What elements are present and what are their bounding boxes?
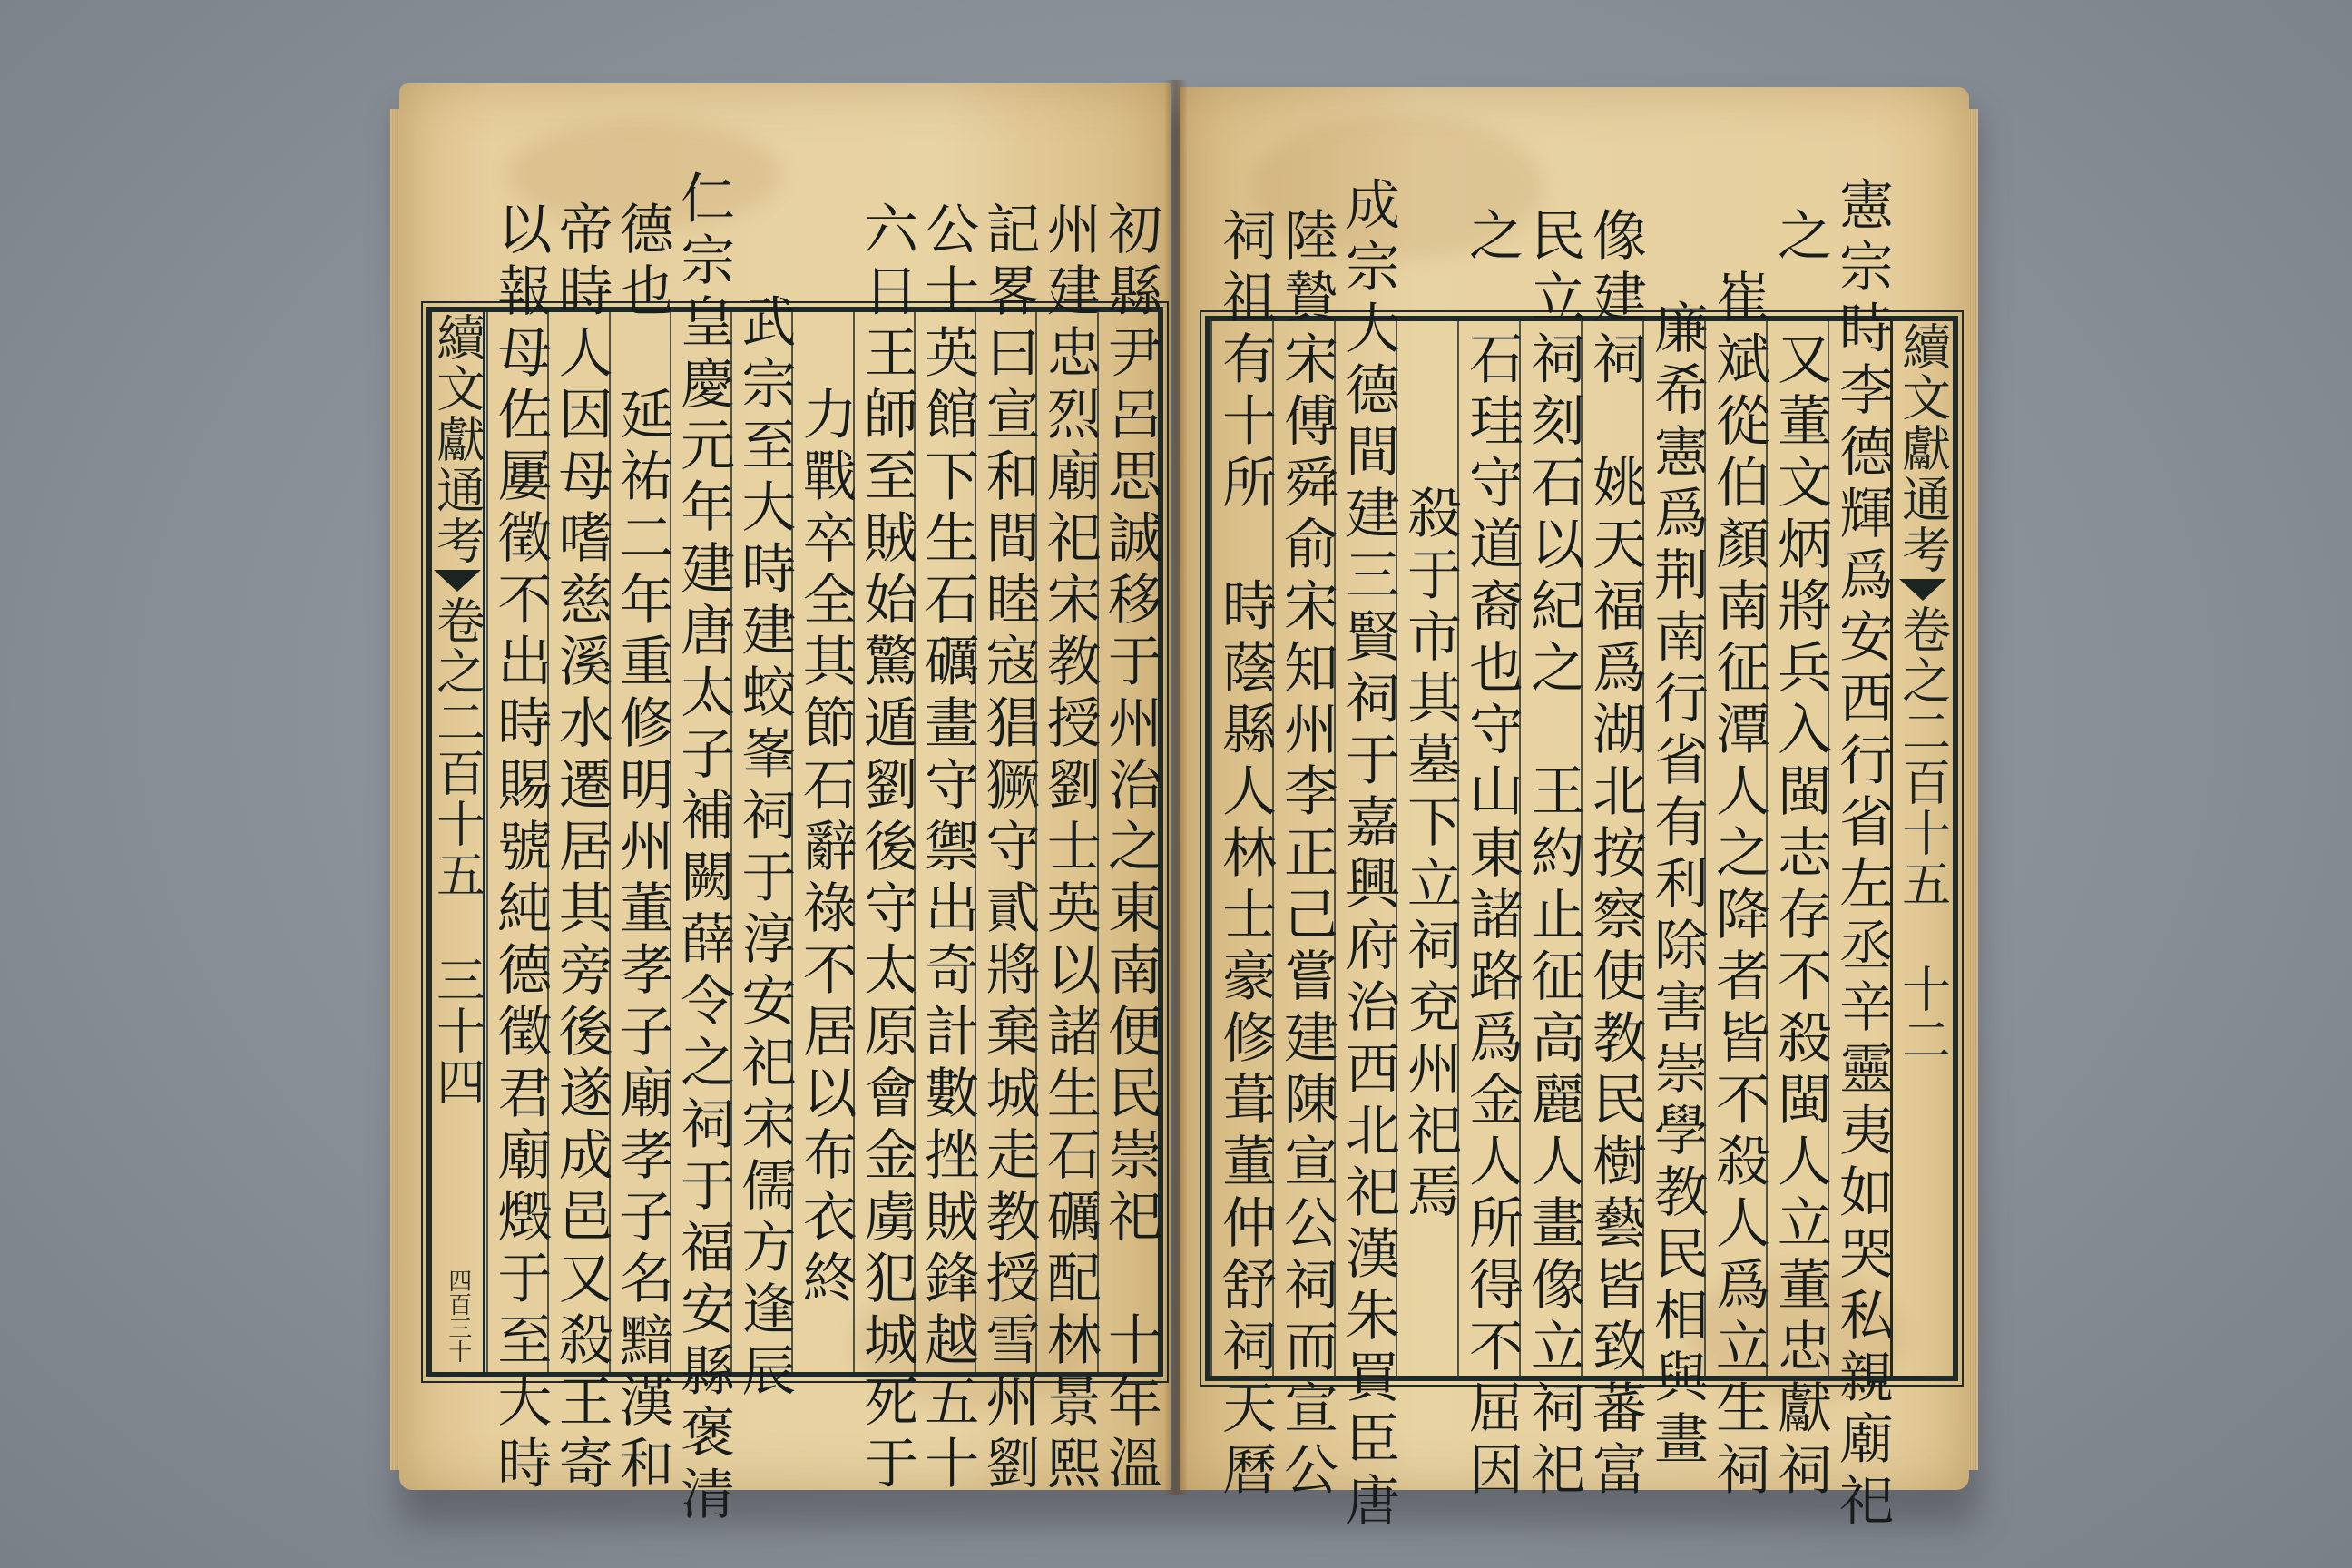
fish-tail-mark xyxy=(1899,579,1946,601)
text-column: 州建忠烈廟祀宋教授劉士英以諸生石礪配林景熙 xyxy=(1035,312,1096,1372)
text-column: 以報母佐屢徵不出時賜號純德徵君廟燬于至大時 xyxy=(486,312,547,1372)
right-text-columns xyxy=(1210,176,1894,1534)
text-column: 陸贄宋傅舜俞宋知州李正己嘗建陳宣公祠而宣公 xyxy=(1272,321,1334,1376)
left-text-columns xyxy=(486,170,1162,1527)
right-text-frame xyxy=(1205,176,1958,1534)
text-column: 初縣尹呂思誠移于州治之東南便民崇祀 十年溫 xyxy=(1097,312,1158,1372)
text-column: 力戰卒全其節石辭祿不居以布衣終 xyxy=(791,312,852,1372)
text-column: 之 石珪守道裔也守山東諸路爲金人所得不屈因 xyxy=(1457,321,1519,1376)
text-column: 帝時人因母嗜慈溪水遷居其旁後遂成邑又殺王寄 xyxy=(547,312,608,1372)
banxin-title: 續文獻通考 xyxy=(428,312,486,566)
banxin-volume: 卷之二百十五 xyxy=(1894,604,1952,909)
text-column: 公士英館下生石礪畫守禦出奇計數挫賊鋒越五十 xyxy=(914,312,975,1372)
left-banxin xyxy=(428,312,486,1372)
text-column: 記畧曰宣和間睦寇猖獗守貳將棄城走教授雪州劉 xyxy=(975,312,1035,1372)
text-column: 憲宗時李德輝爲安西行省左丞辛靈夷如哭私親廟祀 xyxy=(1828,321,1889,1376)
text-column: 仁宗皇慶元年建唐太子補闕薛令之祠于福安縣褒清 xyxy=(670,312,730,1372)
banxin-page-number: 三十四 xyxy=(428,955,486,1107)
fish-tail-mark xyxy=(434,570,481,592)
text-column: 德也 延祐二年重修明州董孝子廟孝子名黯漢和 xyxy=(609,312,670,1372)
book-gutter xyxy=(1165,80,1187,1495)
banxin-title: 續文獻通考 xyxy=(1894,321,1952,575)
banxin-volume: 卷之二百十五 xyxy=(428,595,486,900)
text-column: 廉希憲爲荆南行省有利除害崇學教民相與畫 xyxy=(1642,321,1704,1376)
left-text-frame xyxy=(426,170,1163,1527)
text-column: 殺于市其墓下立祠兗州祀焉 xyxy=(1396,321,1457,1376)
text-column: 祠祖有十所 時蔭縣人林士豪修葺董仲舒祠天曆 xyxy=(1210,321,1272,1376)
text-column: 成宗大德間建三賢祠于嘉興府治西北祀漢朱買臣唐 xyxy=(1334,321,1396,1376)
banxin-bottom-note: 四百三十 xyxy=(444,1269,472,1363)
text-column: 武宗至大時建蛟峯祠于淳安祀宋儒方逢辰 xyxy=(730,312,791,1372)
banxin-page-number: 十二 xyxy=(1894,964,1952,1065)
text-column: 民立祠刻石以紀之 王約止征高麗人畫像立祠祀 xyxy=(1519,321,1581,1376)
text-column: 之 又董文炳將兵入閩志存不殺閩人立董忠獻祠 xyxy=(1766,321,1828,1376)
text-column: 崔斌從伯顏南征潭人之降者皆不殺人爲立生祠 xyxy=(1704,321,1766,1376)
right-banxin xyxy=(1890,321,1953,1376)
text-column: 六日王師至賊始驚遁劉後守太原會金虜犯城死于 xyxy=(853,312,914,1372)
text-column: 像建祠 姚天福爲湖北按察使教民樹藝皆致蕃富 xyxy=(1581,321,1642,1376)
